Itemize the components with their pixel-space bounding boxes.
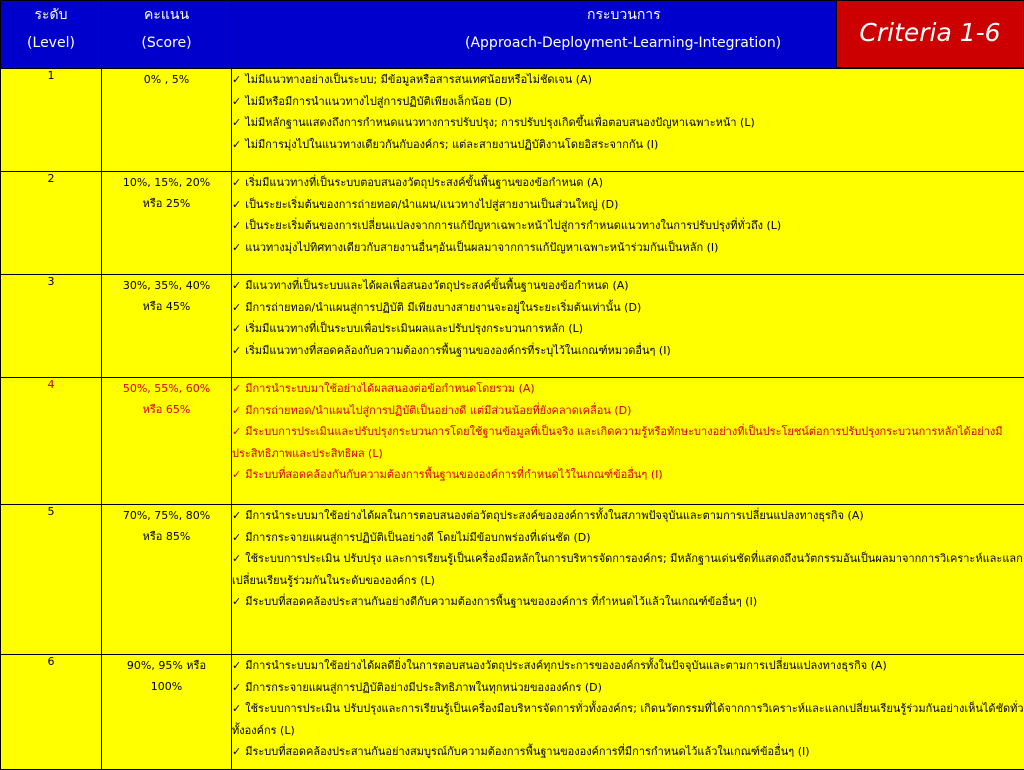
level-cell: 5 (1, 505, 102, 655)
check-icon: ✓ (232, 322, 241, 335)
criteria-item-text: มีการถ่ายทอด/นำแผนสู่การปฏิบัติ มีเพียงบางสายงานจะอยู่ในระยะเริ่มต้นเท่านั้น (D) (245, 301, 641, 314)
criteria-item (232, 677, 1024, 699)
check-icon: ✓ (232, 468, 241, 481)
criteria-item (232, 112, 1024, 134)
check-icon: ✓ (232, 95, 241, 108)
level-header-thai: ระดับ (1, 1, 101, 29)
criteria-items (232, 275, 1024, 378)
criteria-items (232, 378, 1024, 505)
score-value: 10%, 15%, 20% (102, 172, 231, 193)
check-icon: ✓ (232, 116, 241, 129)
criteria-item (232, 741, 1024, 763)
score-value-extra: หรือ 45% (102, 296, 231, 317)
score-value-extra: หรือ 25% (102, 193, 231, 214)
check-icon: ✓ (232, 681, 241, 694)
check-icon: ✓ (232, 241, 241, 254)
check-icon: ✓ (232, 745, 241, 758)
criteria-badge: Criteria 1-6 (836, 0, 1024, 68)
score-cell (102, 275, 232, 378)
criteria-item-text: ไม่มีหลักฐานแสดงถึงการกำหนดแนวทางการปรับปรุง; การปรับปรุงเกิดขึ้นเพื่อตอบสนองปัญหาเฉพาะหน้า (L) (245, 116, 755, 129)
criteria-item (232, 275, 1024, 297)
criteria-item (232, 527, 1024, 549)
criteria-item-text: มีระบบที่สอดคล้องประสานกันอย่างดีกับความต้องการพื้นฐานขององค์การ ที่กำหนดไว้แล้วในเกณฑ์ข้ออื่นๆ (I) (245, 595, 757, 608)
criteria-item-text: เริ่มมีแนวทางที่สอดคล้องกับความต้องการพื้นฐานขององค์กรที่ระบุไว้ในเกณฑ์หมวดอื่นๆ (I) (245, 344, 671, 357)
criteria-item-text: มีระบบการประเมินและปรับปรุงกระบวนการโดยใช้ฐานข้อมูลที่เป็นจริง และเกิดความรู้หรือทักษะบางอย่างที่เป็นประโยชน์ต่อการปรับปรุงกระบวนการหลักได้อย่างมีประสิทธิภาพและประสิทธิผล (L) (232, 425, 1003, 460)
criteria-item (232, 698, 1024, 741)
score-value: 70%, 75%, 80% (102, 505, 231, 526)
criteria-item (232, 421, 1024, 464)
check-icon: ✓ (232, 595, 241, 608)
score-value-extra: หรือ 65% (102, 399, 231, 420)
table-row (1, 69, 1024, 172)
level-header-english: (Level) (1, 29, 101, 57)
score-value: 50%, 55%, 60% (102, 378, 231, 399)
criteria-item-text: มีการนำระบบมาใช้อย่างได้ผลดียิ่งในการตอบสนองวัตถุประสงค์ทุกประการขององค์กรทั้งในปัจจุบันและตามการเปลี่ยนแปลงทางธุรกิจ (A) (245, 659, 887, 672)
criteria-item-text: เริ่มมีแนวทางที่เป็นระบบตอบสนองวัตถุประสงค์ขั้นพื้นฐานของข้อกำหนด (A) (245, 176, 603, 189)
criteria-item-text: มีการกระจายแผนสู่การปฏิบัติเป็นอย่างดี โดยไม่มีข้อบกพร่องที่เด่นชัด (D) (245, 531, 590, 544)
level-cell: 6 (1, 655, 102, 770)
criteria-items (232, 655, 1024, 770)
check-icon: ✓ (232, 198, 241, 211)
check-icon: ✓ (232, 219, 241, 232)
criteria-item (232, 237, 1024, 259)
check-icon: ✓ (232, 509, 241, 522)
check-icon: ✓ (232, 404, 241, 417)
score-header (102, 1, 232, 69)
level-cell: 1 (1, 69, 102, 172)
score-value: 0% , 5% (102, 69, 231, 90)
criteria-item (232, 297, 1024, 319)
check-icon: ✓ (232, 659, 241, 672)
criteria-item-text: มีแนวทางที่เป็นระบบและได้ผลเพื่อสนองวัตถุประสงค์ขั้นพื้นฐานของข้อกำหนด (A) (245, 279, 628, 292)
criteria-item (232, 215, 1024, 237)
criteria-item (232, 91, 1024, 113)
criteria-item-text: มีการนำระบบมาใช้อย่างได้ผลสนองต่อข้อกำหนดโดยรวม (A) (245, 382, 534, 395)
check-icon: ✓ (232, 552, 241, 565)
score-cell (102, 505, 232, 655)
table-row (1, 655, 1024, 770)
check-icon: ✓ (232, 138, 241, 151)
check-icon: ✓ (232, 382, 241, 395)
criteria-item-text: มีการถ่ายทอด/นำแผนไปสู่การปฏิบัติเป็นอย่างดี แต่มีส่วนน้อยที่ยังคลาดเคลื่อน (D) (245, 404, 631, 417)
level-cell: 3 (1, 275, 102, 378)
score-cell (102, 378, 232, 505)
criteria-item (232, 400, 1024, 422)
score-header-thai: คะแนน (102, 1, 231, 29)
criteria-item (232, 464, 1024, 486)
criteria-items (232, 69, 1024, 172)
criteria-item (232, 378, 1024, 400)
check-icon: ✓ (232, 344, 241, 357)
criteria-item-text: มีระบบที่สอดคล้องประสานกันอย่างสมบูรณ์กับความต้องการพื้นฐานขององค์การที่มีการกำหนดไว้แล้วในเกณฑ์ข้ออื่นๆ (I) (245, 745, 809, 758)
check-icon: ✓ (232, 176, 241, 189)
criteria-item-text: เริ่มมีแนวทางที่เป็นระบบเพื่อประเมินผลและปรับปรุงกระบวนการหลัก (L) (245, 322, 583, 335)
criteria-item-text: ใช้ระบบการประเมิน ปรับปรุงและการเรียนรู้เป็นเครื่องมือบริหารจัดการทั่วทั้งองค์กร; เกิดนวัตกรรมที่ได้จากการวิเคราะห์และแลกเปลี่ยนเรียนรู้ร่วมกันอย่างเห็นได้ชัดทั่วทั้งองค์กร (L) (232, 702, 1024, 737)
criteria-item-text: มีการนำระบบมาใช้อย่างได้ผลในการตอบสนองต่อวัตถุประสงค์ขององค์การทั้งในสภาพปัจจุบันและตามการเปลี่ยนแปลงทางธุรกิจ (A) (245, 509, 863, 522)
level-cell: 4 (1, 378, 102, 505)
criteria-item-text: แนวทางมุ่งไปทิศทางเดียวกับสายงานอื่นๆอันเป็นผลมาจากการแก้ปัญหาเฉพาะหน้าร่วมกันเป็นหลัก (I) (245, 241, 718, 254)
criteria-items (232, 172, 1024, 275)
check-icon: ✓ (232, 425, 241, 438)
check-icon: ✓ (232, 301, 241, 314)
criteria-item-text: ใช้ระบบการประเมิน ปรับปรุง และการเรียนรู้เป็นเครื่องมือหลักในการบริหารจัดการองค์กร; มีหลักฐานเด่นชัดที่แสดงถึงนวัตกรรมอันเป็นผลมาจากการวิเคราะห์และแลกเปลี่ยนเรียนรู้ร่วมกันในระดับขององค์กร (L) (232, 552, 1023, 587)
check-icon: ✓ (232, 702, 241, 715)
score-cell (102, 69, 232, 172)
criteria-item-text: มีระบบที่สอดคล้องกันกับความต้องการพื้นฐานขององค์การที่กำหนดไว้ในเกณฑ์ข้ออื่นๆ (I) (245, 468, 662, 481)
criteria-item (232, 591, 1024, 613)
criteria-item-text: เป็นระยะเริ่มต้นของการเปลี่ยนแปลงจากการแก้ปัญหาเฉพาะหน้าไปสู่การกำหนดแนวทางในการปรับปรุงที่ทั่วถึง (L) (245, 219, 781, 232)
score-value: 30%, 35%, 40% (102, 275, 231, 296)
criteria-item (232, 505, 1024, 527)
approach-header-english: (Approach-Deployment-Learning-Integration) (232, 29, 1024, 57)
criteria-item (232, 318, 1024, 340)
criteria-item-text: ไม่มีหรือมีการนำแนวทางไปสู่การปฏิบัติเพียงเล็กน้อย (D) (245, 95, 512, 108)
level-header (1, 1, 102, 69)
criteria-item (232, 340, 1024, 362)
check-icon: ✓ (232, 531, 241, 544)
level-cell: 2 (1, 172, 102, 275)
score-cell (102, 655, 232, 770)
criteria-item (232, 194, 1024, 216)
table-row (1, 505, 1024, 655)
criteria-item (232, 69, 1024, 91)
criteria-item (232, 134, 1024, 156)
check-icon: ✓ (232, 73, 241, 86)
check-icon: ✓ (232, 279, 241, 292)
criteria-item-text: เป็นระยะเริ่มต้นของการถ่ายทอด/นำแผน/แนวทางไปสู่สายงานเป็นส่วนใหญ่ (D) (245, 198, 618, 211)
table-row (1, 172, 1024, 275)
criteria-items (232, 505, 1024, 655)
score-value: 90%, 95% หรือ (102, 655, 231, 676)
criteria-item (232, 172, 1024, 194)
score-value-extra: 100% (102, 676, 231, 697)
criteria-item-text: ไม่มีการมุ่งไปในแนวทางเดียวกันกับองค์กร; แต่ละสายงานปฏิบัติงานโดยอิสระจากกัน (I) (245, 138, 658, 151)
table-row-highlighted (1, 378, 1024, 505)
criteria-item (232, 655, 1024, 677)
approach-header-thai: กระบวนการ (232, 1, 1024, 29)
score-header-english: (Score) (102, 29, 231, 57)
criteria-item-text: มีการกระจายแผนสู่การปฏิบัติอย่างมีประสิทธิภาพในทุกหน่วยขององค์กร (D) (245, 681, 602, 694)
criteria-item-text: ไม่มีแนวทางอย่างเป็นระบบ; มีข้อมูลหรือสารสนเทศน้อยหรือไม่ชัดเจน (A) (245, 73, 592, 86)
score-cell (102, 172, 232, 275)
table-body (1, 69, 1024, 770)
table-row (1, 275, 1024, 378)
criteria-item (232, 548, 1024, 591)
score-value-extra: หรือ 85% (102, 526, 231, 547)
